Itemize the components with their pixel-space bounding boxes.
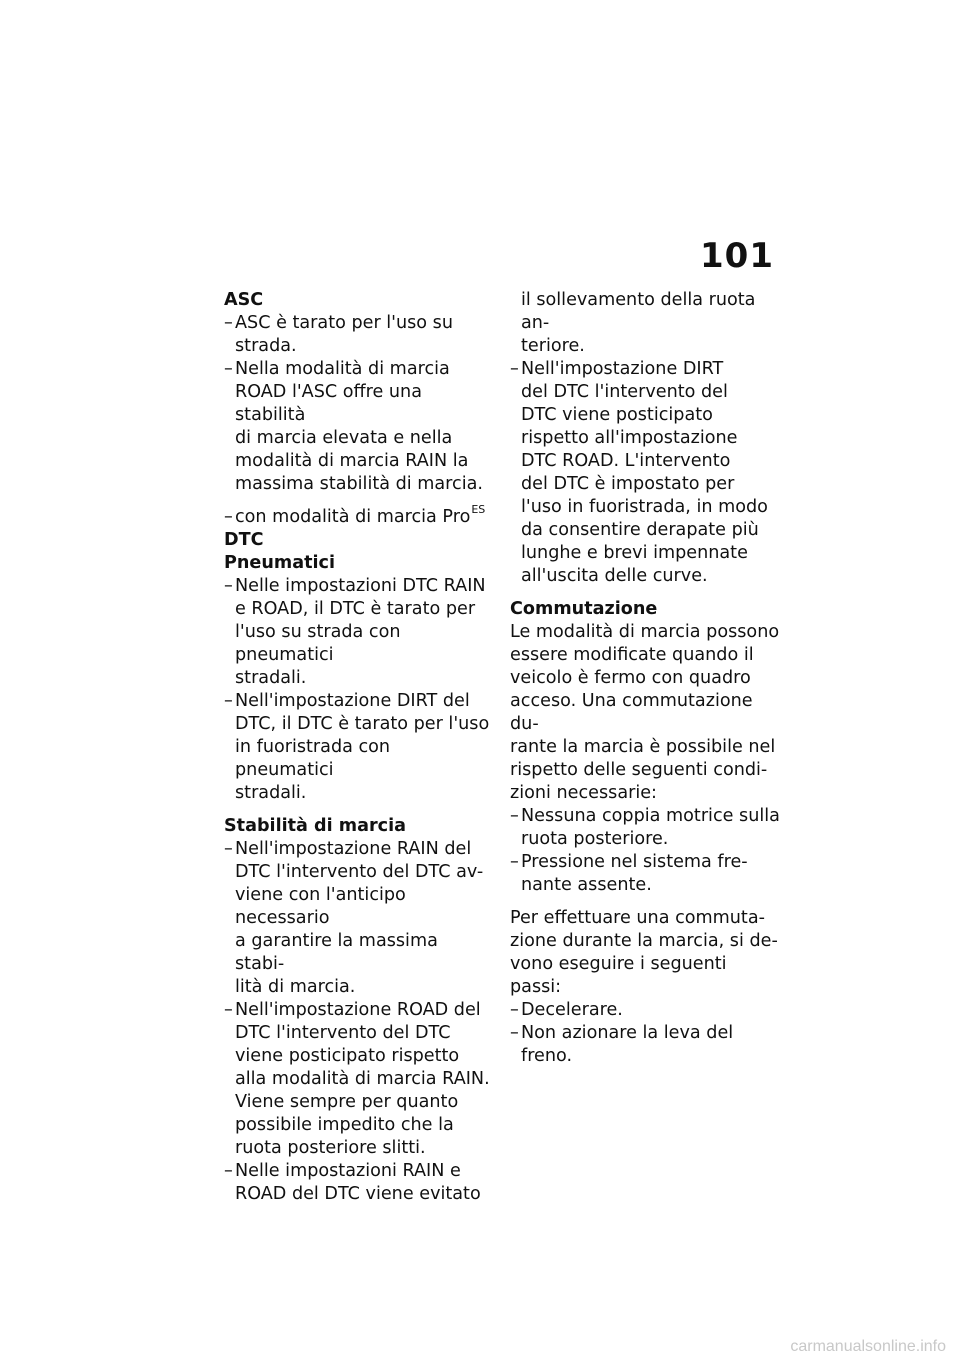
list-item (224, 575, 492, 690)
dash-bullet: – (224, 1000, 233, 1020)
paragraph-line: Per effettuare una commuta- (510, 908, 765, 928)
list-item-line: possibile impedito che la (235, 1115, 454, 1135)
dash-bullet: – (510, 1023, 519, 1043)
dash-bullet: – (510, 1000, 519, 1020)
watermark-footer: carmanualsonline.info (790, 1338, 946, 1355)
paragraph-line: zione durante la marcia, si de- (510, 931, 778, 951)
list-item-line: DTC l'intervento del DTC (235, 1023, 451, 1043)
paragraph-line: rante la marcia è possibile nel (510, 737, 776, 757)
right-column (510, 289, 782, 1068)
list-item-line: all'uscita delle curve. (521, 566, 708, 586)
list-item-line: Nell'impostazione RAIN del (235, 839, 472, 859)
list-item (510, 805, 782, 851)
pro-mode-superscript: ES (471, 503, 486, 516)
list-item (224, 312, 492, 358)
list-item-line: stradali. (235, 783, 307, 803)
list-item-line: Nell'impostazione ROAD del (235, 1000, 481, 1020)
list-item-line: e ROAD, il DTC è tarato per (235, 599, 476, 619)
list-item-line: DTC, il DTC è tarato per l'uso (235, 714, 490, 734)
list-item (224, 358, 492, 496)
paragraph-line: Le modalità di marcia possono (510, 622, 780, 642)
list-item-line: rispetto all'impostazione (521, 428, 738, 448)
list-item-line: ROAD del DTC viene evitato (235, 1184, 481, 1204)
list-item (510, 851, 782, 897)
list-item-line: ruota posteriore slitti. (235, 1138, 426, 1158)
list-item-line: a garantire la massima stabi- (235, 931, 438, 974)
list-item-line: DTC ROAD. L'intervento (521, 451, 731, 471)
subsection-title-stabilita: Stabilità di marcia (224, 816, 407, 836)
list-item (510, 999, 782, 1022)
list-item-line: ruota posteriore. (521, 829, 669, 849)
page-number: 101 (700, 236, 774, 276)
paragraph-line: essere modificate quando il (510, 645, 754, 665)
list-item-line: Nelle impostazioni DTC RAIN (235, 576, 486, 596)
list-item-line: massima stabilità di marcia. (235, 474, 483, 494)
effettuare-paragraph (510, 907, 782, 999)
pro-mode-item (224, 503, 492, 529)
list-item-line: Viene sempre per quanto (235, 1092, 459, 1112)
list-item-line: Pressione nel sistema fre- (521, 852, 748, 872)
continued-text (510, 289, 782, 358)
list-item-line: l'uso in fuoristrada, in modo (521, 497, 768, 517)
stabilita-list (224, 838, 492, 1206)
paragraph-line: rispetto delle seguenti condi- (510, 760, 768, 780)
paragraph-line: teriore. (521, 336, 585, 356)
list-item-line: lità di marcia. (235, 977, 356, 997)
list-item-line: Nelle impostazioni RAIN e (235, 1161, 461, 1181)
list-item-line: ROAD l'ASC offre una stabilità (235, 382, 422, 425)
dash-bullet: – (224, 507, 233, 527)
dash-bullet: – (224, 576, 233, 596)
paragraph-line: veicolo è fermo con quadro (510, 668, 751, 688)
paragraph-line: zioni necessarie: (510, 783, 657, 803)
steps-list (510, 999, 782, 1068)
list-item-line: in fuoristrada con pneumatici (235, 737, 391, 780)
section-title-dtc: DTC (224, 530, 264, 550)
list-item-line: DTC l'intervento del DTC av- (235, 862, 484, 882)
asc-list (224, 312, 492, 496)
list-item-line: strada. (235, 336, 297, 356)
dash-bullet: – (510, 852, 519, 872)
list-item (510, 358, 782, 588)
list-item-line: Non azionare la leva del freno. (521, 1023, 734, 1066)
list-item-line: Nell'impostazione DIRT del (235, 691, 470, 711)
conditions-list (510, 805, 782, 897)
list-item (224, 999, 492, 1160)
pro-mode-text: con modalità di marcia Pro (235, 507, 471, 527)
subsection-title-pneumatici: Pneumatici (224, 553, 335, 573)
list-item-line: Nessuna coppia motrice sulla (521, 806, 780, 826)
list-item-line: Nella modalità di marcia (235, 359, 450, 379)
list-item (224, 1160, 492, 1206)
commutazione-paragraph (510, 621, 782, 805)
list-item-line: del DTC è impostato per (521, 474, 735, 494)
section-title-asc: ASC (224, 290, 264, 310)
list-item-line: DTC viene posticipato (521, 405, 713, 425)
section-title-commutazione: Commutazione (510, 599, 658, 619)
list-item-line: di marcia elevata e nella (235, 428, 453, 448)
list-item-line: stradali. (235, 668, 307, 688)
list-item (224, 690, 492, 805)
paragraph-line: il sollevamento della ruota an- (521, 290, 756, 333)
list-item-line: viene posticipato rispetto (235, 1046, 460, 1066)
dash-bullet: – (224, 1161, 233, 1181)
list-item-line: del DTC l'intervento del (521, 382, 728, 402)
list-item-line: nante assente. (521, 875, 652, 895)
dash-bullet: – (224, 313, 233, 333)
pneumatici-list (224, 575, 492, 805)
dash-bullet: – (510, 359, 519, 379)
list-item-line: l'uso su strada con pneumatici (235, 622, 401, 665)
list-item-line: Nell'impostazione DIRT (521, 359, 724, 379)
dash-bullet: – (224, 839, 233, 859)
list-item-line: ASC è tarato per l'uso su (235, 313, 453, 333)
list-item-line: da consentire derapate più (521, 520, 759, 540)
paragraph-line: vono eseguire i seguenti passi: (510, 954, 727, 997)
list-item-line: modalità di marcia RAIN la (235, 451, 469, 471)
left-column (224, 289, 492, 1206)
list-item (224, 838, 492, 999)
dash-bullet: – (224, 359, 233, 379)
list-item-line: alla modalità di marcia RAIN. (235, 1069, 490, 1089)
paragraph-line: acceso. Una commutazione du- (510, 691, 753, 734)
dash-bullet: – (224, 691, 233, 711)
list-item-line: viene con l'anticipo necessario (235, 885, 406, 928)
list-item-line: lunghe e brevi impennate (521, 543, 748, 563)
list-item (510, 1022, 782, 1068)
list-item-line: Decelerare. (521, 1000, 623, 1020)
dirt-list (510, 358, 782, 588)
dash-bullet: – (510, 806, 519, 826)
